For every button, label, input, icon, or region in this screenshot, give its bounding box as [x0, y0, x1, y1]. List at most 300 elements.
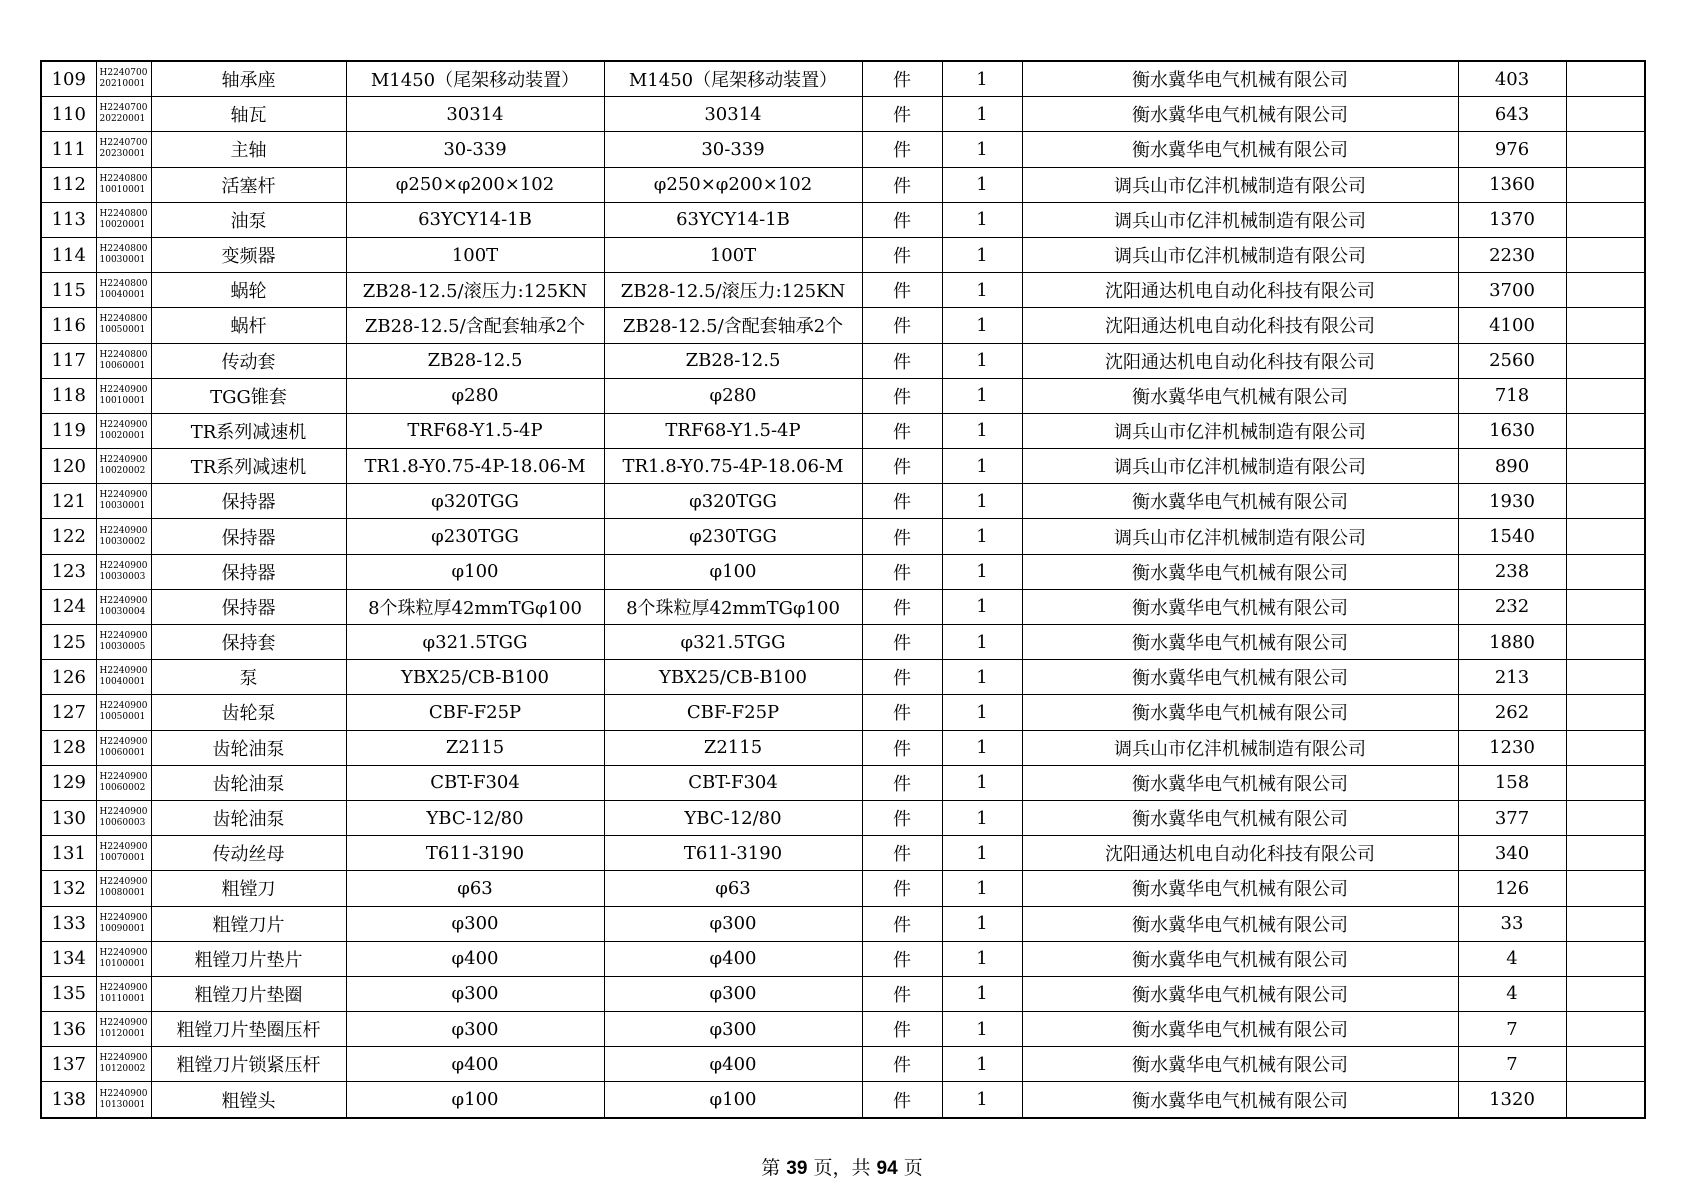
cell-row-number: 109 — [41, 61, 96, 97]
cell-item-name: 保持器 — [151, 519, 346, 554]
cell-quantity: 1 — [942, 61, 1022, 97]
cell-remark — [1566, 941, 1645, 976]
parts-table-body — [41, 61, 1645, 1118]
cell-model: φ300 — [604, 906, 862, 941]
material-code-line1: H2240900 — [99, 771, 148, 782]
cell-specification: M1450（尾架移动装置） — [346, 61, 604, 97]
cell-row-number: 122 — [41, 519, 96, 554]
cell-model: M1450（尾架移动装置） — [604, 61, 862, 97]
material-code-line2: 10100001 — [99, 958, 146, 969]
cell-quantity: 1 — [942, 976, 1022, 1011]
cell-model: φ300 — [604, 976, 862, 1011]
cell-row-number: 124 — [41, 589, 96, 624]
cell-price: 1320 — [1458, 1082, 1566, 1118]
cell-material-code — [96, 273, 151, 308]
cell-row-number: 133 — [41, 906, 96, 941]
cell-specification: φ250×φ200×102 — [346, 167, 604, 202]
cell-specification: TRF68-Y1.5-4P — [346, 413, 604, 448]
material-code-line2: 10020002 — [99, 466, 146, 477]
cell-remark — [1566, 660, 1645, 695]
cell-model: φ230TGG — [604, 519, 862, 554]
cell-item-name: 保持套 — [151, 625, 346, 660]
cell-specification: CBF-F25P — [346, 695, 604, 730]
table-row — [41, 625, 1645, 660]
cell-material-code — [96, 589, 151, 624]
cell-item-name: 油泵 — [151, 202, 346, 237]
cell-model: TRF68-Y1.5-4P — [604, 413, 862, 448]
material-code-line1: H2240800 — [99, 314, 148, 325]
cell-quantity: 1 — [942, 695, 1022, 730]
cell-model: 30-339 — [604, 132, 862, 167]
cell-price: 2560 — [1458, 343, 1566, 378]
cell-remark — [1566, 871, 1645, 906]
cell-material-code — [96, 730, 151, 765]
cell-price: 238 — [1458, 554, 1566, 589]
cell-unit: 件 — [862, 378, 942, 413]
cell-supplier: 沈阳通达机电自动化科技有限公司 — [1022, 273, 1458, 308]
cell-item-name: 粗镗刀片 — [151, 906, 346, 941]
cell-supplier: 调兵山市亿沣机械制造有限公司 — [1022, 413, 1458, 448]
cell-model: 100T — [604, 237, 862, 272]
cell-specification: 8个珠粒厚42mmTGφ100 — [346, 589, 604, 624]
current-page-number: 39 — [786, 1158, 808, 1179]
material-code-line1: H2240900 — [99, 666, 148, 677]
material-code-line1: H2240900 — [99, 807, 148, 818]
cell-remark — [1566, 976, 1645, 1011]
material-code-line2: 10060002 — [99, 782, 146, 793]
cell-supplier: 衡水冀华电气机械有限公司 — [1022, 625, 1458, 660]
material-code-line2: 10040001 — [99, 677, 146, 688]
material-code-line2: 10030005 — [99, 642, 146, 653]
cell-model: 63YCY14-1B — [604, 202, 862, 237]
table-row — [41, 941, 1645, 976]
cell-item-name: 蜗轮 — [151, 273, 346, 308]
cell-item-name: 保持器 — [151, 484, 346, 519]
cell-specification: 30314 — [346, 97, 604, 132]
cell-remark — [1566, 1047, 1645, 1082]
cell-remark — [1566, 730, 1645, 765]
cell-item-name: 保持器 — [151, 554, 346, 589]
cell-row-number: 118 — [41, 378, 96, 413]
cell-material-code — [96, 836, 151, 871]
cell-price: 1930 — [1458, 484, 1566, 519]
cell-unit: 件 — [862, 484, 942, 519]
cell-remark — [1566, 625, 1645, 660]
table-row — [41, 97, 1645, 132]
cell-quantity: 1 — [942, 1012, 1022, 1047]
cell-material-code — [96, 1012, 151, 1047]
cell-unit: 件 — [862, 765, 942, 800]
cell-row-number: 134 — [41, 941, 96, 976]
cell-price: 340 — [1458, 836, 1566, 871]
material-code-line1: H2240800 — [99, 208, 148, 219]
cell-material-code — [96, 343, 151, 378]
cell-model: φ250×φ200×102 — [604, 167, 862, 202]
cell-model: φ100 — [604, 1082, 862, 1118]
cell-price: 1880 — [1458, 625, 1566, 660]
cell-quantity: 1 — [942, 1047, 1022, 1082]
cell-unit: 件 — [862, 519, 942, 554]
material-code-line1: H2240900 — [99, 1088, 148, 1099]
cell-material-code — [96, 941, 151, 976]
cell-row-number: 137 — [41, 1047, 96, 1082]
cell-specification: YBX25/CB-B100 — [346, 660, 604, 695]
cell-specification: T611-3190 — [346, 836, 604, 871]
material-code-line2: 10120002 — [99, 1064, 146, 1075]
cell-row-number: 116 — [41, 308, 96, 343]
total-page-number: 94 — [876, 1158, 898, 1179]
cell-supplier: 调兵山市亿沣机械制造有限公司 — [1022, 730, 1458, 765]
material-code-line1: H2240800 — [99, 173, 148, 184]
cell-model: 8个珠粒厚42mmTGφ100 — [604, 589, 862, 624]
material-code-line2: 10030001 — [99, 501, 146, 512]
parts-sheet — [40, 60, 1646, 1119]
cell-model: φ63 — [604, 871, 862, 906]
cell-item-name: 粗镗刀片垫圈 — [151, 976, 346, 1011]
cell-specification: CBT-F304 — [346, 765, 604, 800]
cell-material-code — [96, 554, 151, 589]
table-row — [41, 800, 1645, 835]
cell-quantity: 1 — [942, 97, 1022, 132]
cell-model: ZB28-12.5 — [604, 343, 862, 378]
cell-price: 7 — [1458, 1012, 1566, 1047]
footer-prefix: 第 — [761, 1157, 781, 1179]
cell-price: 4 — [1458, 941, 1566, 976]
material-code-line2: 10040001 — [99, 290, 146, 301]
cell-item-name: TGG锥套 — [151, 378, 346, 413]
cell-unit: 件 — [862, 273, 942, 308]
cell-specification: 63YCY14-1B — [346, 202, 604, 237]
cell-material-code — [96, 906, 151, 941]
cell-model: φ400 — [604, 941, 862, 976]
cell-supplier: 调兵山市亿沣机械制造有限公司 — [1022, 519, 1458, 554]
cell-specification: YBC-12/80 — [346, 800, 604, 835]
cell-unit: 件 — [862, 449, 942, 484]
cell-row-number: 135 — [41, 976, 96, 1011]
cell-remark — [1566, 695, 1645, 730]
material-code-line1: H2240700 — [99, 138, 148, 149]
cell-remark — [1566, 378, 1645, 413]
cell-supplier: 衡水冀华电气机械有限公司 — [1022, 1012, 1458, 1047]
cell-price: 1370 — [1458, 202, 1566, 237]
cell-quantity: 1 — [942, 660, 1022, 695]
cell-remark — [1566, 800, 1645, 835]
table-row — [41, 449, 1645, 484]
material-code-line2: 20230001 — [99, 149, 146, 160]
cell-material-code — [96, 625, 151, 660]
footer-suffix: 页 — [903, 1157, 923, 1179]
cell-specification: φ400 — [346, 941, 604, 976]
cell-quantity: 1 — [942, 906, 1022, 941]
material-code-line2: 10050001 — [99, 712, 146, 723]
cell-row-number: 119 — [41, 413, 96, 448]
cell-supplier: 调兵山市亿沣机械制造有限公司 — [1022, 202, 1458, 237]
cell-unit: 件 — [862, 941, 942, 976]
cell-unit: 件 — [862, 1012, 942, 1047]
material-code-line1: H2240900 — [99, 947, 148, 958]
cell-material-code — [96, 660, 151, 695]
cell-price: 7 — [1458, 1047, 1566, 1082]
cell-price: 232 — [1458, 589, 1566, 624]
cell-remark — [1566, 449, 1645, 484]
material-code-line1: H2240800 — [99, 244, 148, 255]
material-code-line2: 10060001 — [99, 747, 146, 758]
cell-row-number: 111 — [41, 132, 96, 167]
cell-price: 890 — [1458, 449, 1566, 484]
cell-row-number: 114 — [41, 237, 96, 272]
cell-quantity: 1 — [942, 343, 1022, 378]
cell-material-code — [96, 519, 151, 554]
cell-quantity: 1 — [942, 1082, 1022, 1118]
cell-supplier: 调兵山市亿沣机械制造有限公司 — [1022, 167, 1458, 202]
cell-unit: 件 — [862, 730, 942, 765]
material-code-line1: H2240900 — [99, 631, 148, 642]
cell-supplier: 衡水冀华电气机械有限公司 — [1022, 589, 1458, 624]
cell-specification: φ300 — [346, 906, 604, 941]
cell-item-name: 粗镗刀片垫片 — [151, 941, 346, 976]
material-code-line2: 10030004 — [99, 606, 146, 617]
parts-table — [40, 60, 1646, 1119]
material-code-line1: H2240900 — [99, 490, 148, 501]
material-code-line2: 10120001 — [99, 1029, 146, 1040]
cell-price: 2230 — [1458, 237, 1566, 272]
cell-row-number: 128 — [41, 730, 96, 765]
cell-remark — [1566, 836, 1645, 871]
cell-unit: 件 — [862, 871, 942, 906]
cell-model: φ320TGG — [604, 484, 862, 519]
material-code-line1: H2240900 — [99, 525, 148, 536]
cell-row-number: 115 — [41, 273, 96, 308]
cell-unit: 件 — [862, 1047, 942, 1082]
cell-remark — [1566, 519, 1645, 554]
cell-row-number: 131 — [41, 836, 96, 871]
material-code-line2: 20210001 — [99, 79, 146, 90]
cell-material-code — [96, 167, 151, 202]
cell-row-number: 130 — [41, 800, 96, 835]
cell-item-name: 粗镗头 — [151, 1082, 346, 1118]
cell-remark — [1566, 1012, 1645, 1047]
cell-material-code — [96, 800, 151, 835]
cell-supplier: 衡水冀华电气机械有限公司 — [1022, 660, 1458, 695]
cell-unit: 件 — [862, 202, 942, 237]
cell-specification: ZB28-12.5/含配套轴承2个 — [346, 308, 604, 343]
cell-unit: 件 — [862, 554, 942, 589]
material-code-line1: H2240900 — [99, 419, 148, 430]
cell-quantity: 1 — [942, 589, 1022, 624]
cell-unit: 件 — [862, 413, 942, 448]
material-code-line2: 10030001 — [99, 255, 146, 266]
cell-row-number: 136 — [41, 1012, 96, 1047]
cell-specification: φ320TGG — [346, 484, 604, 519]
cell-model: φ400 — [604, 1047, 862, 1082]
cell-supplier: 沈阳通达机电自动化科技有限公司 — [1022, 308, 1458, 343]
table-row — [41, 132, 1645, 167]
cell-price: 126 — [1458, 871, 1566, 906]
cell-unit: 件 — [862, 800, 942, 835]
cell-quantity: 1 — [942, 765, 1022, 800]
cell-quantity: 1 — [942, 132, 1022, 167]
cell-model: TR1.8-Y0.75-4P-18.06-M — [604, 449, 862, 484]
cell-model: ZB28-12.5/滚压力:125KN — [604, 273, 862, 308]
cell-remark — [1566, 906, 1645, 941]
cell-supplier: 衡水冀华电气机械有限公司 — [1022, 800, 1458, 835]
material-code-line2: 10020001 — [99, 430, 146, 441]
cell-item-name: 齿轮油泵 — [151, 730, 346, 765]
cell-unit: 件 — [862, 61, 942, 97]
table-row — [41, 343, 1645, 378]
material-code-line1: H2240900 — [99, 384, 148, 395]
cell-unit: 件 — [862, 625, 942, 660]
cell-item-name: 蜗杆 — [151, 308, 346, 343]
cell-price: 403 — [1458, 61, 1566, 97]
cell-quantity: 1 — [942, 941, 1022, 976]
cell-supplier: 衡水冀华电气机械有限公司 — [1022, 906, 1458, 941]
table-row — [41, 554, 1645, 589]
cell-remark — [1566, 343, 1645, 378]
table-row — [41, 836, 1645, 871]
cell-model: ZB28-12.5/含配套轴承2个 — [604, 308, 862, 343]
cell-supplier: 调兵山市亿沣机械制造有限公司 — [1022, 237, 1458, 272]
cell-price: 4 — [1458, 976, 1566, 1011]
table-row — [41, 273, 1645, 308]
cell-item-name: 轴承座 — [151, 61, 346, 97]
cell-material-code — [96, 237, 151, 272]
cell-specification: φ400 — [346, 1047, 604, 1082]
cell-model: YBX25/CB-B100 — [604, 660, 862, 695]
cell-material-code — [96, 132, 151, 167]
cell-price: 976 — [1458, 132, 1566, 167]
cell-quantity: 1 — [942, 449, 1022, 484]
cell-unit: 件 — [862, 132, 942, 167]
cell-supplier: 衡水冀华电气机械有限公司 — [1022, 97, 1458, 132]
cell-specification: φ300 — [346, 1012, 604, 1047]
cell-remark — [1566, 132, 1645, 167]
cell-quantity: 1 — [942, 167, 1022, 202]
cell-material-code — [96, 97, 151, 132]
cell-specification: ZB28-12.5/滚压力:125KN — [346, 273, 604, 308]
cell-supplier: 衡水冀华电气机械有限公司 — [1022, 484, 1458, 519]
cell-material-code — [96, 976, 151, 1011]
page-footer — [0, 1153, 1684, 1180]
cell-supplier: 调兵山市亿沣机械制造有限公司 — [1022, 449, 1458, 484]
material-code-line2: 10110001 — [99, 993, 146, 1004]
footer-middle: 页，共 — [813, 1157, 871, 1179]
cell-material-code — [96, 378, 151, 413]
cell-material-code — [96, 449, 151, 484]
cell-row-number: 125 — [41, 625, 96, 660]
cell-model: CBF-F25P — [604, 695, 862, 730]
cell-item-name: TR系列减速机 — [151, 449, 346, 484]
cell-specification: φ63 — [346, 871, 604, 906]
cell-model: φ321.5TGG — [604, 625, 862, 660]
cell-specification: TR1.8-Y0.75-4P-18.06-M — [346, 449, 604, 484]
table-row — [41, 308, 1645, 343]
cell-price: 262 — [1458, 695, 1566, 730]
cell-quantity: 1 — [942, 836, 1022, 871]
material-code-line1: H2240900 — [99, 877, 148, 888]
cell-supplier: 衡水冀华电气机械有限公司 — [1022, 765, 1458, 800]
cell-supplier: 衡水冀华电气机械有限公司 — [1022, 554, 1458, 589]
cell-quantity: 1 — [942, 519, 1022, 554]
cell-remark — [1566, 61, 1645, 97]
cell-price: 1540 — [1458, 519, 1566, 554]
material-code-line1: H2240800 — [99, 279, 148, 290]
cell-supplier: 衡水冀华电气机械有限公司 — [1022, 132, 1458, 167]
cell-unit: 件 — [862, 976, 942, 1011]
cell-specification: φ280 — [346, 378, 604, 413]
cell-material-code — [96, 308, 151, 343]
cell-row-number: 110 — [41, 97, 96, 132]
cell-specification: φ321.5TGG — [346, 625, 604, 660]
cell-supplier: 衡水冀华电气机械有限公司 — [1022, 378, 1458, 413]
material-code-line1: H2240700 — [99, 103, 148, 114]
cell-unit: 件 — [862, 906, 942, 941]
cell-remark — [1566, 413, 1645, 448]
table-row — [41, 660, 1645, 695]
cell-item-name: 主轴 — [151, 132, 346, 167]
cell-model: Z2115 — [604, 730, 862, 765]
material-code-line2: 10050001 — [99, 325, 146, 336]
cell-item-name: 齿轮油泵 — [151, 800, 346, 835]
cell-quantity: 1 — [942, 800, 1022, 835]
cell-item-name: 泵 — [151, 660, 346, 695]
cell-model: CBT-F304 — [604, 765, 862, 800]
material-code-line1: H2240900 — [99, 1053, 148, 1064]
table-row — [41, 1012, 1645, 1047]
cell-row-number: 117 — [41, 343, 96, 378]
cell-item-name: 保持器 — [151, 589, 346, 624]
cell-supplier: 衡水冀华电气机械有限公司 — [1022, 61, 1458, 97]
cell-quantity: 1 — [942, 484, 1022, 519]
table-row — [41, 519, 1645, 554]
material-code-line2: 10130001 — [99, 1099, 146, 1110]
cell-remark — [1566, 273, 1645, 308]
cell-supplier: 衡水冀华电气机械有限公司 — [1022, 1082, 1458, 1118]
cell-row-number: 123 — [41, 554, 96, 589]
material-code-line2: 10030003 — [99, 571, 146, 582]
cell-quantity: 1 — [942, 308, 1022, 343]
material-code-line1: H2240900 — [99, 1018, 148, 1029]
table-row — [41, 871, 1645, 906]
cell-unit: 件 — [862, 167, 942, 202]
cell-item-name: 传动套 — [151, 343, 346, 378]
table-row — [41, 1082, 1645, 1118]
cell-row-number: 113 — [41, 202, 96, 237]
cell-specification: φ300 — [346, 976, 604, 1011]
cell-price: 213 — [1458, 660, 1566, 695]
cell-specification: Z2115 — [346, 730, 604, 765]
cell-unit: 件 — [862, 660, 942, 695]
cell-quantity: 1 — [942, 625, 1022, 660]
cell-unit: 件 — [862, 836, 942, 871]
cell-price: 4100 — [1458, 308, 1566, 343]
cell-item-name: 粗镗刀片锁紧压杆 — [151, 1047, 346, 1082]
table-row — [41, 695, 1645, 730]
cell-specification: ZB28-12.5 — [346, 343, 604, 378]
cell-material-code — [96, 61, 151, 97]
cell-item-name: TR系列减速机 — [151, 413, 346, 448]
material-code-line1: H2240900 — [99, 982, 148, 993]
cell-remark — [1566, 237, 1645, 272]
cell-quantity: 1 — [942, 202, 1022, 237]
cell-remark — [1566, 97, 1645, 132]
cell-row-number: 127 — [41, 695, 96, 730]
cell-model: YBC-12/80 — [604, 800, 862, 835]
cell-quantity: 1 — [942, 413, 1022, 448]
table-row — [41, 589, 1645, 624]
material-code-line1: H2240700 — [99, 68, 148, 79]
cell-remark — [1566, 589, 1645, 624]
